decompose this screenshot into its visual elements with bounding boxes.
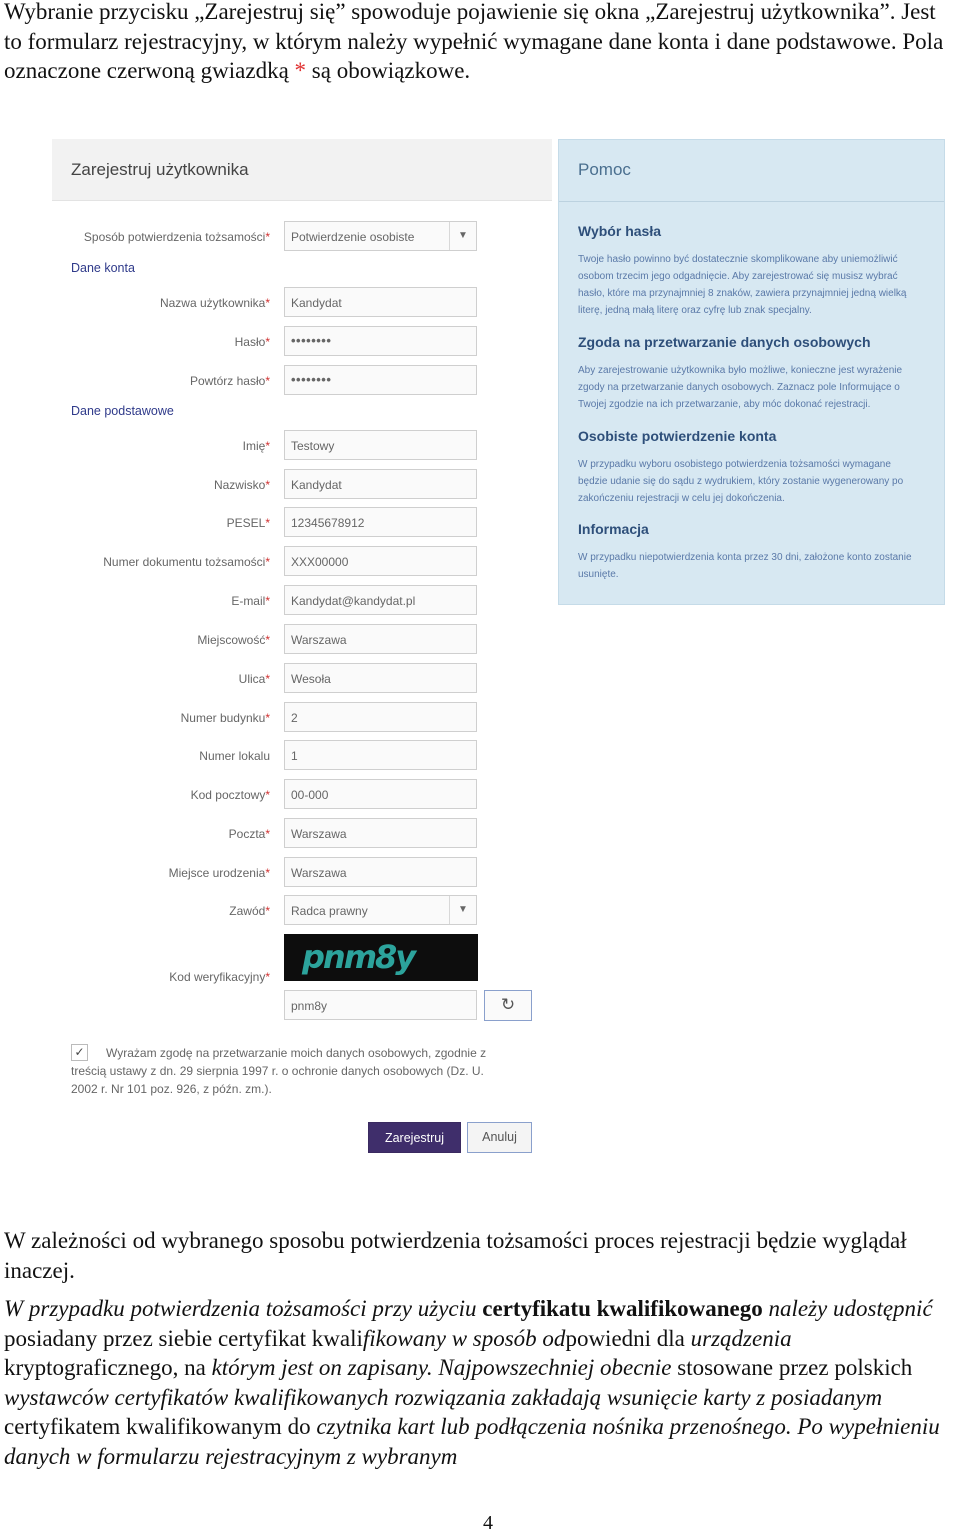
form-row-street [52,663,552,695]
register-button[interactable]: Zarejestruj [368,1122,461,1153]
postal-code-input[interactable]: 00-000 [284,779,477,809]
form-row-post-office [52,818,552,850]
profession-label: Zawód* [229,904,270,918]
apartment-number-input[interactable]: 1 [284,740,477,770]
help-title: Pomoc [559,140,944,202]
first-name-input[interactable]: Testowy [284,430,477,460]
consent-checkbox[interactable]: ✓ [71,1044,88,1061]
form-row-postal-code [52,779,552,811]
form-row-id-document [52,546,552,578]
intro-text-end: są obowiązkowe. [306,58,471,83]
apartment-number-label: Numer lokalu [199,749,270,763]
help-section-body-information: W przypadku niepotwierdzenia konta przez 30 dni, założone konto zostanie usunięte. [578,552,912,580]
building-number-label: Numer budynku* [180,711,270,725]
captcha-image-text: pnm8y [302,938,415,976]
form-row-city [52,624,552,656]
password-repeat-label: Powtórz hasło* [189,374,270,388]
form-row-username [52,287,552,319]
registration-form-panel [52,139,552,1145]
email-input[interactable]: Kandydat@kandydat.pl [284,585,477,615]
form-row-email [52,585,552,617]
post-office-label: Poczta* [228,827,270,841]
birthplace-label: Miejsce urodzenia* [168,866,270,880]
section-basic-data: Dane podstawowe [71,404,174,418]
cancel-button[interactable]: Anuluj [467,1122,532,1153]
refresh-captcha-button[interactable] [484,990,532,1021]
identity-method-select[interactable]: Potwierdzenie osobiste ▼ [284,221,477,251]
chevron-down-icon: ▼ [449,896,476,924]
help-section-title-information: Informacja [578,521,649,537]
pesel-input[interactable]: 12345678912 [284,507,477,537]
chevron-down-icon: ▼ [449,222,476,250]
identity-method-row [52,221,552,253]
street-label: Ulica* [238,672,270,686]
help-panel [558,139,945,605]
form-row-password-repeat [52,365,552,397]
captcha-image [284,934,478,981]
page-number: 4 [483,1512,493,1534]
building-number-input[interactable]: 2 [284,702,477,732]
form-row-last-name [52,469,552,501]
captcha-input[interactable]: pnm8y [284,990,477,1020]
form-row-birthplace [52,857,552,889]
intro-paragraph [4,0,954,86]
form-row-profession [52,895,552,927]
username-label: Nazwa użytkownika* [159,296,270,310]
body-paragraph-2: W przypadku potwierdzenia tożsamości przy użyciu certyfikatu kwalifikowanego należy udostępnić posiadany przez siebie certyfikat kwalifikowany w sposób odpowiedni dla urządzenia kryptograficznego, na którym jest on zapisany. Najpowszechniej obecnie stosowane przez polskich wystawców certyfikatów kwalifikowanych rozwiązania zakładają wsunięcie karty z posiadanym certyfikatem kwalifikowanym do czytnika kart lub podłączenia nośnika przenośnego. Po wypełnieniu danych w formularzu rejestracyjnym z wybranym [4,1296,940,1469]
help-section-title-password: Wybór hasła [578,223,661,239]
email-label: E-mail* [231,594,270,608]
first-name-label: Imię* [242,439,270,453]
form-row-first-name [52,430,552,462]
password-repeat-input[interactable]: •••••••• [284,365,477,395]
last-name-label: Nazwisko* [213,478,270,492]
id-document-input[interactable]: XXX00000 [284,546,477,576]
city-label: Miejscowość* [197,633,270,647]
postal-code-label: Kod pocztowy* [190,788,270,802]
profession-select[interactable]: Radca prawny ▼ [284,895,477,925]
form-title: Zarejestruj użytkownika [52,139,552,201]
username-input[interactable]: Kandydat [284,287,477,317]
form-row-pesel [52,507,552,539]
last-name-input[interactable]: Kandydat [284,469,477,499]
body-paragraph-1: W zależności od wybranego sposobu potwierdzenia tożsamości proces rejestracji będzie wyglądał inaczej. [4,1228,907,1283]
help-section-body-password: Twoje hasło powinno być dostatecznie skomplikowane aby uniemożliwić osobom trzecim jego odgadnięcie. Aby zarejestrować się musisz wybrać hasło, które ma przynajmniej 8 znaków, zawiera przynajmniej jedną wielką literę, jedną małą literę oraz cyfrę lub znak specjalny. [578,254,907,316]
form-row-apartment-number [52,740,552,772]
required-star: * [294,58,307,83]
captcha-label: Kod weryfikacyjny* [169,970,270,984]
form-row-password [52,326,552,358]
help-section-body-personal-confirmation: W przypadku wyboru osobistego potwierdzenia tożsamości wymagane będzie udanie się do sądu z wydrukiem, który zostanie wygenerowany po zakończeniu rejestracji w celu jej dokończenia. [578,459,904,504]
help-section-body-consent: Aby zarejestrowanie użytkownika było możliwe, konieczne jest wyrażenie zgody na przetwarzanie danych osobowych. Zaznacz pole Informujące o Twojej zgodzie na ich przetwarzanie, aby móc dokonać rejestracji. [578,365,903,410]
city-input[interactable]: Warszawa [284,624,477,654]
password-input[interactable]: •••••••• [284,326,477,356]
help-section-title-consent: Zgoda na przetwarzanie danych osobowych [578,334,871,350]
consent-block [71,1044,491,1098]
id-document-label: Numer dokumentu tożsamości* [103,555,270,569]
help-section-title-personal-confirmation: Osobiste potwierdzenie konta [578,428,777,444]
birthplace-input[interactable]: Warszawa [284,857,477,887]
post-office-input[interactable]: Warszawa [284,818,477,848]
refresh-icon: ↻ [500,995,516,1014]
street-input[interactable]: Wesoła [284,663,477,693]
section-account-data: Dane konta [71,261,135,275]
password-label: Hasło* [234,335,270,349]
identity-method-label: Sposób potwierdzenia tożsamości* [83,230,270,244]
intro-text: Wybranie przycisku „Zarejestruj się” spowoduje pojawienie się okna „Zarejestruj użytkownika”. Jest to formularz rejestracyjny, w którym należy wypełnić wymagane dane konta i dane podstawowe. Pola oznaczone czerwoną gwiazdką [4,0,944,83]
pesel-label: PESEL* [226,516,270,530]
form-row-captcha [52,990,552,1022]
consent-text: Wyrażam zgodę na przetwarzanie moich danych osobowych, zgodnie z treścią ustawy z dn. 29 sierpnia 1997 r. o ochronie danych osobowych (Dz. U. 2002 r. Nr 101 poz. 926, z późn. zm.). [71,1046,487,1096]
form-row-building-number [52,702,552,734]
